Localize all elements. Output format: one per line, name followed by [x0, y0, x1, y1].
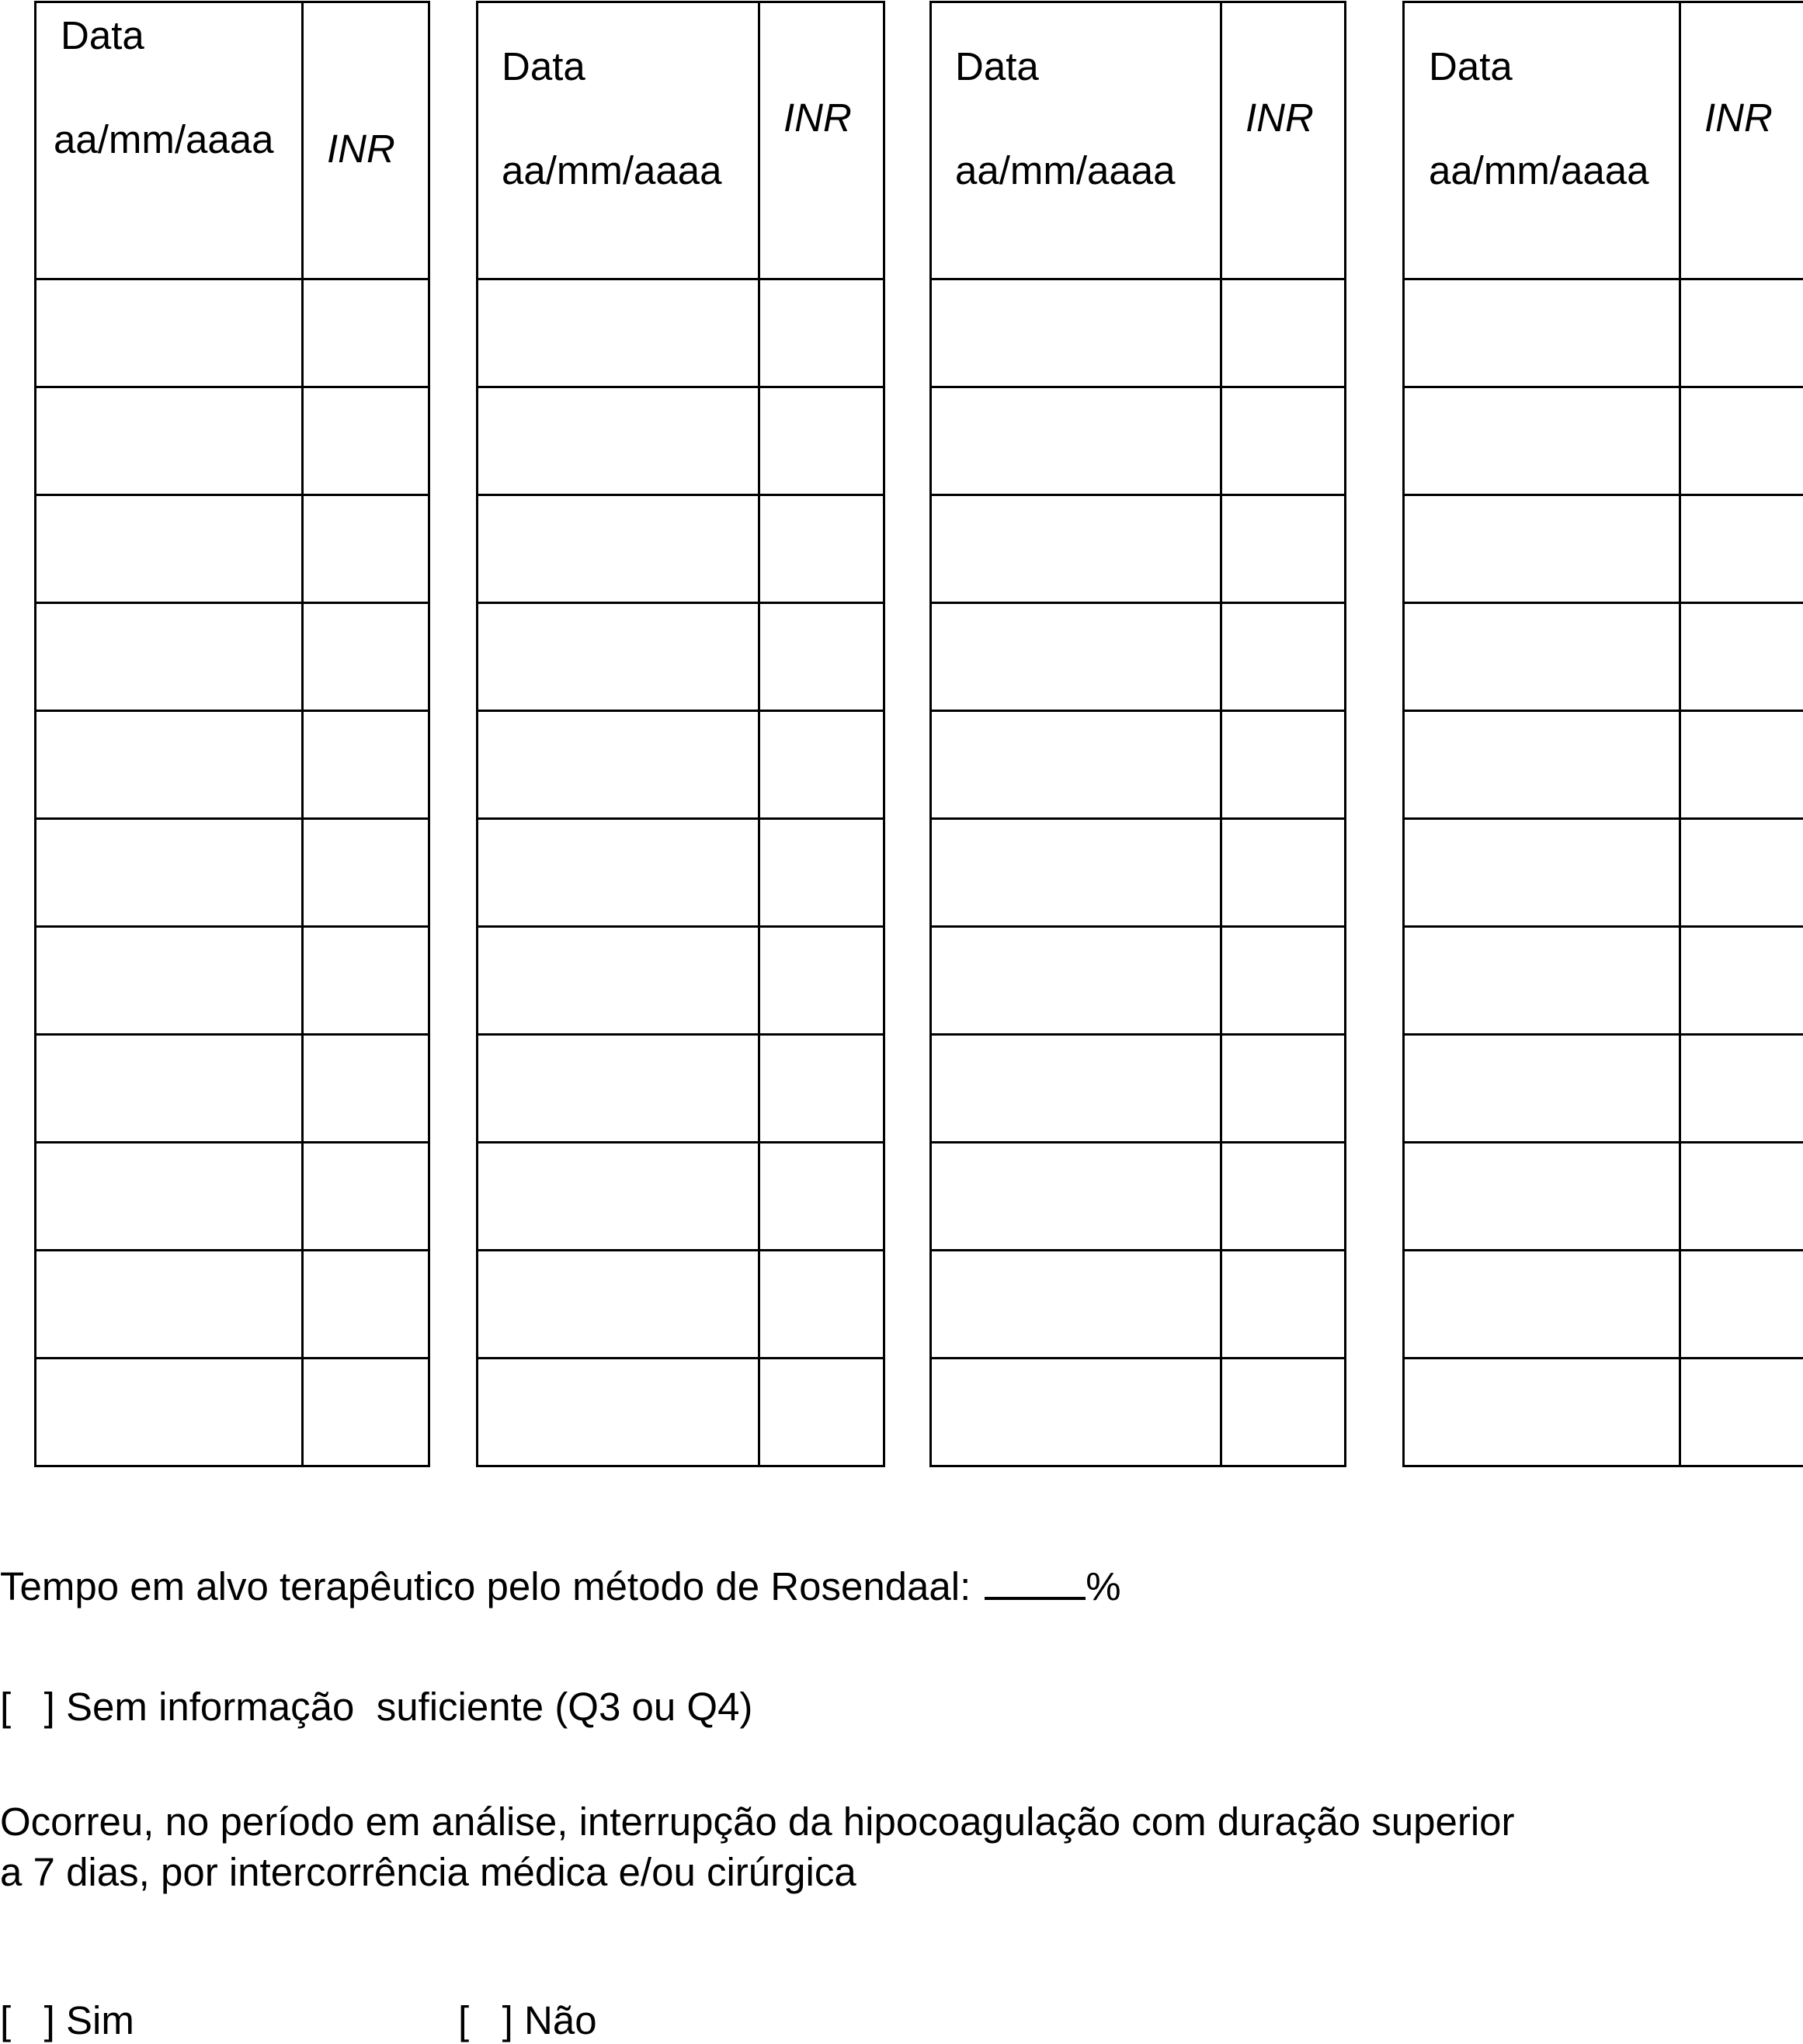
inr-cell[interactable]: [303, 1035, 429, 1143]
table-row: [36, 1143, 429, 1251]
date-cell[interactable]: [36, 819, 303, 927]
date-cell[interactable]: [1404, 279, 1680, 387]
table-row: [931, 603, 1346, 711]
yes-label: Sim: [66, 1998, 134, 2042]
date-cell[interactable]: [1404, 1359, 1680, 1466]
inr-cell[interactable]: [1221, 711, 1346, 819]
date-header-format: aa/mm/aaaa: [1429, 148, 1649, 193]
date-cell[interactable]: [931, 711, 1221, 819]
inr-cell[interactable]: [759, 711, 884, 819]
date-cell[interactable]: [478, 1035, 759, 1143]
table-row: [1404, 1143, 1803, 1251]
date-cell[interactable]: [36, 1143, 303, 1251]
rosendaal-line: [0, 1561, 1121, 1606]
inr-table-1: [34, 1, 430, 1467]
table-row: [931, 711, 1346, 819]
rosendaal-value-field[interactable]: [985, 1561, 1086, 1600]
inr-table-4: [1402, 1, 1803, 1467]
table-row: [931, 1035, 1346, 1143]
rosendaal-label: Tempo em alvo terapêutico pelo método de Rosendaal:: [0, 1564, 971, 1608]
inr-cell[interactable]: [303, 603, 429, 711]
inr-cell[interactable]: [1680, 1143, 1803, 1251]
date-cell[interactable]: [478, 603, 759, 711]
inr-cell[interactable]: [1680, 1359, 1803, 1466]
date-cell[interactable]: [478, 1251, 759, 1359]
inr-cell[interactable]: [303, 1251, 429, 1359]
inr-cell[interactable]: [303, 387, 429, 495]
date-cell[interactable]: [36, 387, 303, 495]
inr-cell[interactable]: [1221, 603, 1346, 711]
date-cell[interactable]: [478, 927, 759, 1035]
date-cell[interactable]: [478, 387, 759, 495]
date-cell[interactable]: [931, 495, 1221, 603]
table-row: [478, 387, 884, 495]
inr-cell[interactable]: [303, 1143, 429, 1251]
date-cell[interactable]: [36, 495, 303, 603]
date-cell[interactable]: [36, 711, 303, 819]
table-row: [931, 1359, 1346, 1466]
inr-header-label: INR: [783, 95, 852, 140]
inr-header-cell: [1221, 2, 1346, 279]
date-cell[interactable]: [36, 1359, 303, 1466]
inr-cell[interactable]: [1221, 1035, 1346, 1143]
date-cell[interactable]: [1404, 927, 1680, 1035]
table-row: [478, 1359, 884, 1466]
inr-cell[interactable]: [1221, 1251, 1346, 1359]
inr-cell[interactable]: [1680, 387, 1803, 495]
table-row: [931, 927, 1346, 1035]
table-header-row: [931, 2, 1346, 279]
insufficient-info-option[interactable]: [0, 1685, 753, 1729]
table-row: [36, 711, 429, 819]
inr-cell[interactable]: [303, 279, 429, 387]
table-row: [36, 603, 429, 711]
table-row: [478, 279, 884, 387]
date-cell[interactable]: [36, 279, 303, 387]
inr-cell[interactable]: [1680, 1035, 1803, 1143]
table-row: [36, 495, 429, 603]
table-row: [931, 1143, 1346, 1251]
inr-cell[interactable]: [1221, 387, 1346, 495]
table-row: [36, 927, 429, 1035]
date-header-title: Data: [61, 13, 144, 57]
inr-cell[interactable]: [303, 819, 429, 927]
inr-header-cell: [303, 2, 429, 279]
inr-cell[interactable]: [303, 711, 429, 819]
inr-cell[interactable]: [759, 495, 884, 603]
no-checkbox[interactable]: [ ]: [458, 1998, 513, 2042]
date-header-title: Data: [955, 44, 1039, 88]
answer-yes-option[interactable]: [0, 1998, 134, 2042]
table-header-row: [36, 2, 429, 279]
inr-cell[interactable]: [1680, 279, 1803, 387]
inr-cell[interactable]: [759, 1143, 884, 1251]
inr-cell[interactable]: [759, 819, 884, 927]
date-cell[interactable]: [1404, 1251, 1680, 1359]
date-header-cell: [478, 2, 759, 279]
date-cell[interactable]: [931, 1035, 1221, 1143]
inr-cell[interactable]: [1680, 1251, 1803, 1359]
table-row: [478, 1251, 884, 1359]
date-cell[interactable]: [36, 927, 303, 1035]
table-row: [1404, 279, 1803, 387]
table-row: [1404, 927, 1803, 1035]
date-header-cell: [1404, 2, 1680, 279]
table-row: [931, 279, 1346, 387]
inr-cell[interactable]: [1221, 1359, 1346, 1466]
inr-cell[interactable]: [1221, 279, 1346, 387]
table-row: [478, 927, 884, 1035]
table-row: [1404, 387, 1803, 495]
table-row: [478, 1143, 884, 1251]
inr-cell[interactable]: [1221, 927, 1346, 1035]
inr-cell[interactable]: [303, 1359, 429, 1466]
inr-cell[interactable]: [1221, 819, 1346, 927]
date-cell[interactable]: [931, 603, 1221, 711]
table-row: [478, 1035, 884, 1143]
date-cell[interactable]: [36, 603, 303, 711]
date-cell[interactable]: [36, 1251, 303, 1359]
inr-cell[interactable]: [1221, 495, 1346, 603]
inr-table-2: [476, 1, 885, 1467]
date-cell[interactable]: [478, 1359, 759, 1466]
date-cell[interactable]: [931, 1359, 1221, 1466]
date-cell[interactable]: [36, 1035, 303, 1143]
table-row: [36, 1035, 429, 1143]
table-row: [931, 495, 1346, 603]
table-row: [931, 387, 1346, 495]
inr-cell[interactable]: [303, 927, 429, 1035]
inr-cell[interactable]: [759, 603, 884, 711]
inr-cell[interactable]: [759, 387, 884, 495]
inr-cell[interactable]: [1680, 927, 1803, 1035]
date-cell[interactable]: [931, 819, 1221, 927]
date-cell[interactable]: [1404, 819, 1680, 927]
table-row: [1404, 1035, 1803, 1143]
date-cell[interactable]: [1404, 603, 1680, 711]
table-header-row: [1404, 2, 1803, 279]
table-row: [478, 495, 884, 603]
inr-cell[interactable]: [1680, 819, 1803, 927]
table-header-row: [478, 2, 884, 279]
table-row: [931, 819, 1346, 927]
inr-cell[interactable]: [759, 279, 884, 387]
date-header-cell: [36, 2, 303, 279]
date-cell[interactable]: [1404, 387, 1680, 495]
table-row: [1404, 603, 1803, 711]
date-header-format: aa/mm/aaaa: [54, 117, 274, 161]
date-header-title: Data: [1429, 44, 1513, 88]
inr-cell[interactable]: [303, 495, 429, 603]
table-row: [1404, 1251, 1803, 1359]
inr-cell[interactable]: [759, 1035, 884, 1143]
table-row: [36, 1359, 429, 1466]
inr-cell[interactable]: [759, 927, 884, 1035]
date-cell[interactable]: [478, 1143, 759, 1251]
insufficient-checkbox[interactable]: [ ]: [0, 1685, 55, 1729]
date-cell[interactable]: [1404, 711, 1680, 819]
table-row: [478, 711, 884, 819]
inr-cell[interactable]: [759, 1359, 884, 1466]
table-row: [36, 387, 429, 495]
date-cell[interactable]: [1404, 495, 1680, 603]
date-cell[interactable]: [931, 279, 1221, 387]
date-cell[interactable]: [931, 1143, 1221, 1251]
date-cell[interactable]: [931, 387, 1221, 495]
question-line-1: Ocorreu, no período em análise, interrupção da hipocoagulação com duração superior: [0, 1799, 1515, 1844]
table-row: [931, 1251, 1346, 1359]
inr-cell[interactable]: [1680, 711, 1803, 819]
date-header-cell: [931, 2, 1221, 279]
inr-header-label: INR: [1704, 95, 1773, 140]
inr-header-cell: [759, 2, 884, 279]
date-cell[interactable]: [478, 495, 759, 603]
inr-header-label: INR: [1245, 95, 1314, 140]
table-row: [478, 603, 884, 711]
date-cell[interactable]: [478, 711, 759, 819]
answer-no-option[interactable]: [458, 1998, 597, 2042]
table-row: [1404, 819, 1803, 927]
date-cell[interactable]: [1404, 1035, 1680, 1143]
rosendaal-unit: %: [1086, 1564, 1121, 1608]
question-line-2: a 7 dias, por intercorrência médica e/ou cirúrgica: [0, 1850, 856, 1894]
date-cell[interactable]: [931, 927, 1221, 1035]
inr-cell[interactable]: [1680, 495, 1803, 603]
inr-cell[interactable]: [1221, 1143, 1346, 1251]
table-row: [1404, 495, 1803, 603]
inr-cell[interactable]: [1680, 603, 1803, 711]
date-cell[interactable]: [478, 819, 759, 927]
table-row: [36, 279, 429, 387]
table-row: [478, 819, 884, 927]
table-row: [36, 1251, 429, 1359]
date-header-format: aa/mm/aaaa: [502, 148, 722, 193]
date-header-title: Data: [502, 44, 585, 88]
date-cell[interactable]: [931, 1251, 1221, 1359]
date-cell[interactable]: [478, 279, 759, 387]
inr-header-cell: [1680, 2, 1803, 279]
date-header-format: aa/mm/aaaa: [955, 148, 1176, 193]
inr-cell[interactable]: [759, 1251, 884, 1359]
insufficient-label: Sem informação suficiente (Q3 ou Q4): [66, 1685, 753, 1729]
table-row: [1404, 711, 1803, 819]
table-row: [36, 819, 429, 927]
yes-checkbox[interactable]: [ ]: [0, 1998, 55, 2042]
table-row: [1404, 1359, 1803, 1466]
inr-header-label: INR: [327, 127, 395, 171]
date-cell[interactable]: [1404, 1143, 1680, 1251]
no-label: Não: [524, 1998, 597, 2042]
inr-table-3: [929, 1, 1346, 1467]
